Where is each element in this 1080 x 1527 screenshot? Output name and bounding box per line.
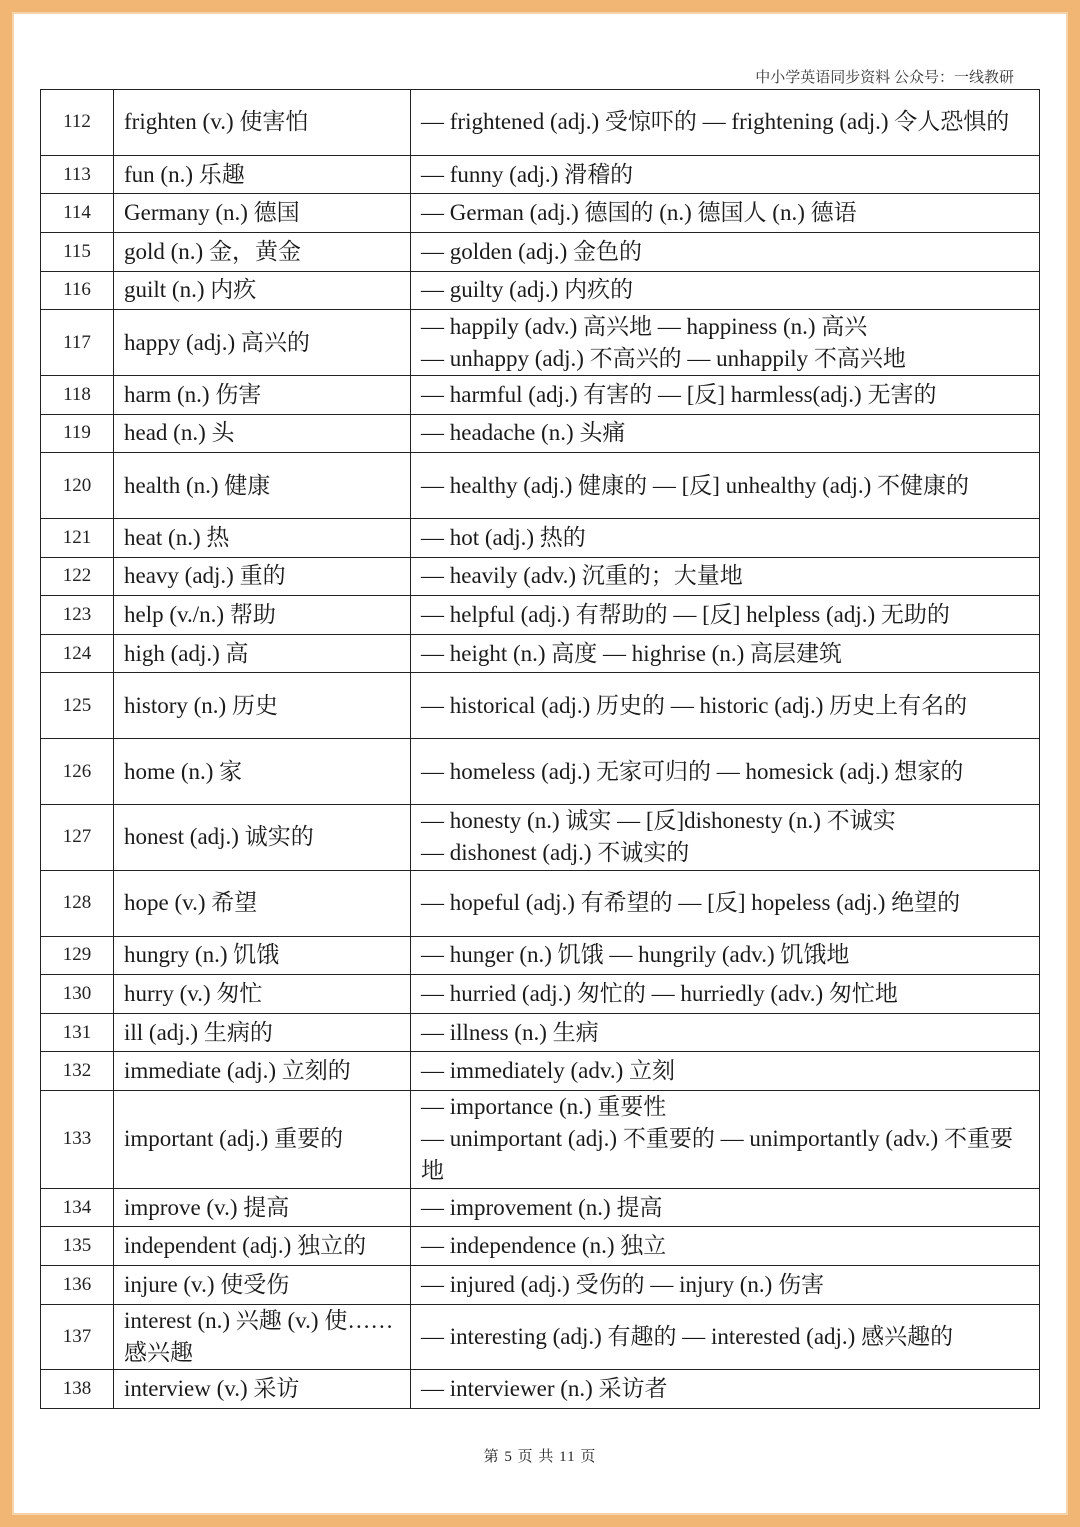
vocabulary-table (40, 89, 1040, 1409)
derivative-line: — hopeful (adj.) 有希望的 — [反] hopeless (adj.) 绝望的 (421, 890, 961, 916)
derivatives-cell (411, 232, 1040, 271)
derivatives-cell (411, 1013, 1040, 1052)
row-number: 127 (41, 804, 114, 870)
row-number: 114 (41, 194, 114, 233)
table-row (41, 936, 1040, 975)
headword-cell: harm (n.) 伤害 (114, 375, 411, 414)
derivatives-cell (411, 975, 1040, 1014)
table-row (41, 271, 1040, 310)
derivative-line: — honesty (n.) 诚实 — [反]dishonesty (n.) 不诚实 (421, 808, 896, 834)
derivatives-cell (411, 271, 1040, 310)
derivatives-cell (411, 375, 1040, 414)
derivatives-cell (411, 155, 1040, 194)
row-number: 117 (41, 310, 114, 376)
row-number: 113 (41, 155, 114, 194)
row-number: 131 (41, 1013, 114, 1052)
derivatives-cell (411, 1304, 1040, 1370)
table-row (41, 1266, 1040, 1305)
row-number: 135 (41, 1227, 114, 1266)
derivative-line: — funny (adj.) 滑稽的 (421, 161, 634, 187)
table-row (41, 975, 1040, 1014)
page-footer: 第 5 页 共 11 页 (483, 1449, 597, 1465)
derivative-line: — importance (n.) 重要性 (421, 1094, 667, 1120)
headword-cell: high (adj.) 高 (114, 634, 411, 673)
derivative-line: — unimportant (adj.) 不重要的 — unimportantly (adv.) 不重要地 (421, 1126, 1013, 1184)
table-row (41, 870, 1040, 936)
headword-cell: help (v./n.) 帮助 (114, 596, 411, 635)
derivative-line: — historical (adj.) 历史的 — historic (adj.) 历史上有名的 (421, 692, 968, 718)
row-number: 120 (41, 453, 114, 519)
derivatives-cell (411, 1370, 1040, 1409)
derivative-line: — injured (adj.) 受伤的 — injury (n.) 伤害 (421, 1271, 825, 1297)
row-number: 129 (41, 936, 114, 975)
headword-cell: frighten (v.) 使害怕 (114, 90, 411, 156)
derivatives-cell (411, 518, 1040, 557)
derivative-line: — homeless (adj.) 无家可归的 — homesick (adj.) 想家的 (421, 758, 964, 784)
derivative-line: — frightened (adj.) 受惊吓的 — frightening (adj.) 令人恐惧的 (421, 109, 1010, 135)
headword-cell: interview (v.) 采访 (114, 1370, 411, 1409)
headword-cell: heat (n.) 热 (114, 518, 411, 557)
row-number: 123 (41, 596, 114, 635)
headword-cell: ill (adj.) 生病的 (114, 1013, 411, 1052)
row-number: 132 (41, 1052, 114, 1091)
row-number: 137 (41, 1304, 114, 1370)
row-number: 126 (41, 739, 114, 805)
header-note: 中小学英语同步资料 公众号：一线教研 (755, 70, 1014, 86)
table-row (41, 453, 1040, 519)
headword-cell: head (n.) 头 (114, 414, 411, 453)
row-number: 125 (41, 673, 114, 739)
headword-cell: improve (v.) 提高 (114, 1188, 411, 1227)
table-row (41, 804, 1040, 870)
headword-cell: interest (n.) 兴趣 (v.) 使……感兴趣 (114, 1304, 411, 1370)
headword-cell: heavy (adj.) 重的 (114, 557, 411, 596)
derivative-line: — height (n.) 高度 — highrise (n.) 高层建筑 (421, 640, 842, 666)
derivatives-cell (411, 673, 1040, 739)
row-number: 121 (41, 518, 114, 557)
headword-cell: health (n.) 健康 (114, 453, 411, 519)
derivatives-cell (411, 804, 1040, 870)
derivative-line: — headache (n.) 头痛 (421, 420, 626, 446)
headword-cell: honest (adj.) 诚实的 (114, 804, 411, 870)
derivatives-cell (411, 1266, 1040, 1305)
derivatives-cell (411, 90, 1040, 156)
row-number: 116 (41, 271, 114, 310)
table-row (41, 310, 1040, 376)
derivatives-cell (411, 453, 1040, 519)
headword-cell: independent (adj.) 独立的 (114, 1227, 411, 1266)
headword-cell: guilt (n.) 内疚 (114, 271, 411, 310)
headword-cell: gold (n.) 金，黄金 (114, 232, 411, 271)
derivatives-cell (411, 194, 1040, 233)
headword-cell: home (n.) 家 (114, 739, 411, 805)
headword-cell: hurry (v.) 匆忙 (114, 975, 411, 1014)
table-row (41, 1188, 1040, 1227)
derivative-line: — independence (n.) 独立 (421, 1233, 667, 1259)
derivative-line: — hot (adj.) 热的 (421, 524, 586, 550)
table-row (41, 557, 1040, 596)
derivatives-cell (411, 634, 1040, 673)
row-number: 115 (41, 232, 114, 271)
row-number: 133 (41, 1090, 114, 1188)
row-number: 124 (41, 634, 114, 673)
derivative-line: — guilty (adj.) 内疚的 (421, 277, 634, 303)
derivative-line: — hunger (n.) 饥饿 — hungrily (adv.) 饥饿地 (421, 942, 850, 968)
table-row (41, 1227, 1040, 1266)
derivative-line: — helpful (adj.) 有帮助的 — [反] helpless (adj.) 无助的 (421, 601, 950, 627)
row-number: 128 (41, 870, 114, 936)
derivatives-cell (411, 596, 1040, 635)
derivatives-cell (411, 1052, 1040, 1091)
table-row (41, 90, 1040, 156)
derivatives-cell (411, 310, 1040, 376)
table-row (41, 739, 1040, 805)
derivatives-cell (411, 1090, 1040, 1188)
table-row (41, 1090, 1040, 1188)
row-number: 122 (41, 557, 114, 596)
headword-cell: hungry (n.) 饥饿 (114, 936, 411, 975)
row-number: 134 (41, 1188, 114, 1227)
table-row (41, 414, 1040, 453)
headword-cell: fun (n.) 乐趣 (114, 155, 411, 194)
derivatives-cell (411, 1188, 1040, 1227)
derivatives-cell (411, 557, 1040, 596)
derivatives-cell (411, 1227, 1040, 1266)
derivative-line: — German (adj.) 德国的 (n.) 德国人 (n.) 德语 (421, 200, 857, 226)
table-row (41, 634, 1040, 673)
table-row (41, 1304, 1040, 1370)
table-row (41, 1052, 1040, 1091)
derivative-line: — harmful (adj.) 有害的 — [反] harmless(adj.) 无害的 (421, 381, 937, 407)
derivative-line: — heavily (adv.) 沉重的；大量地 (421, 563, 743, 589)
row-number: 130 (41, 975, 114, 1014)
derivatives-cell (411, 739, 1040, 805)
derivative-line: — illness (n.) 生病 (421, 1019, 599, 1045)
derivative-line: — golden (adj.) 金色的 (421, 238, 643, 264)
derivative-line: — interesting (adj.) 有趣的 — interested (adj.) 感兴趣的 (421, 1324, 954, 1350)
headword-cell: hope (v.) 希望 (114, 870, 411, 936)
derivative-line: — unhappy (adj.) 不高兴的 — unhappily 不高兴地 (421, 345, 906, 371)
table-row (41, 518, 1040, 557)
headword-cell: immediate (adj.) 立刻的 (114, 1052, 411, 1091)
row-number: 118 (41, 375, 114, 414)
table-row (41, 232, 1040, 271)
row-number: 138 (41, 1370, 114, 1409)
table-row (41, 375, 1040, 414)
derivative-line: — hurried (adj.) 匆忙的 — hurriedly (adv.) 匆忙地 (421, 980, 898, 1006)
derivative-line: — healthy (adj.) 健康的 — [反] unhealthy (adj.) 不健康的 (421, 472, 970, 498)
table-row (41, 1013, 1040, 1052)
derivative-line: — improvement (n.) 提高 (421, 1194, 663, 1220)
row-number: 112 (41, 90, 114, 156)
row-number: 136 (41, 1266, 114, 1305)
headword-cell: important (adj.) 重要的 (114, 1090, 411, 1188)
derivative-line: — immediately (adv.) 立刻 (421, 1058, 675, 1084)
derivatives-cell (411, 414, 1040, 453)
table-row (41, 596, 1040, 635)
table-row (41, 194, 1040, 233)
table-row (41, 1370, 1040, 1409)
table-row (41, 155, 1040, 194)
headword-cell: history (n.) 历史 (114, 673, 411, 739)
derivative-line: — happily (adv.) 高兴地 — happiness (n.) 高兴 (421, 313, 868, 339)
row-number: 119 (41, 414, 114, 453)
derivatives-cell (411, 870, 1040, 936)
derivative-line: — interviewer (n.) 采访者 (421, 1376, 668, 1402)
headword-cell: Germany (n.) 德国 (114, 194, 411, 233)
derivative-line: — dishonest (adj.) 不诚实的 (421, 840, 690, 866)
headword-cell: happy (adj.) 高兴的 (114, 310, 411, 376)
derivatives-cell (411, 936, 1040, 975)
headword-cell: injure (v.) 使受伤 (114, 1266, 411, 1305)
table-row (41, 673, 1040, 739)
